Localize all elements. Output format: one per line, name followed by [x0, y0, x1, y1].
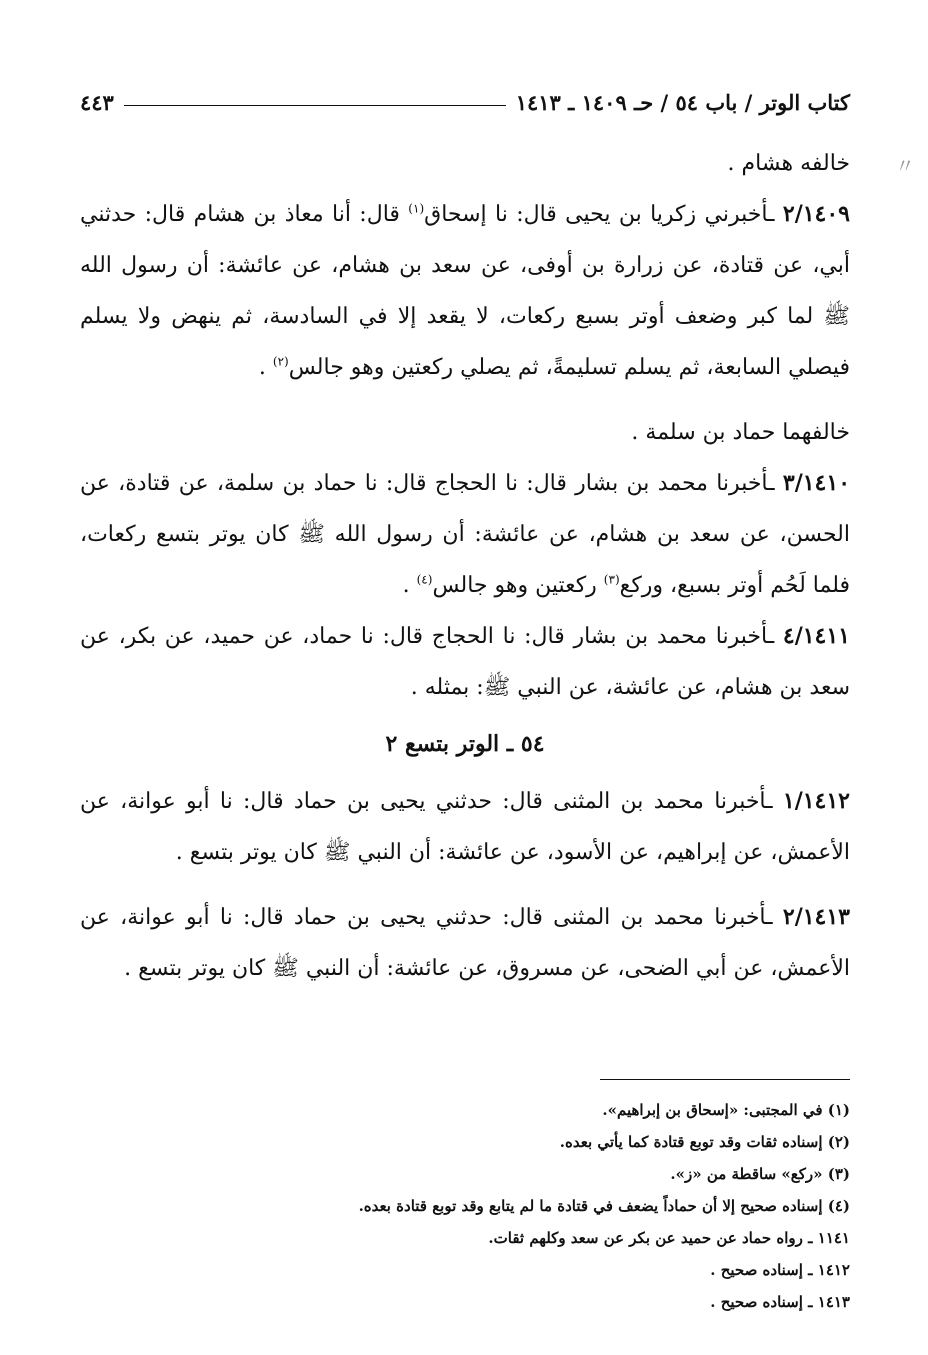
running-header — [80, 82, 850, 122]
footnote-ref-3: (٣) — [603, 572, 620, 587]
footnote: ١٤١٢ ـ إسناده صحيح . — [710, 1261, 850, 1279]
hadith-number: ٢/١٤٠٩ — [782, 201, 850, 227]
header-rule — [124, 105, 506, 106]
hadith-1409: ٢/١٤٠٩ ـأخبرني زكريا بن يحيى قال: نا إسحاق$^{(١)}$ قال: أنا معاذ بن هشام قال: حدثني أبي، عن قتادة، عن زرارة بن أوفى، عن سعد بن هشام، عن عائشة: أن رسول الله ﷺ لما كبر وضعف أوتر بسبع ركعات، لا يقعد إلا في السادسة، ثم ينهض ولا يسلم فيصلي السابعة، ثم يسلم تسليمةً، ثم يصلي ركعتين وهو جالس$^{(٢)}$ . — [80, 201, 850, 380]
footnote: ١٤١٣ ـ إسناده صحيح . — [710, 1293, 850, 1311]
footnote-ref-2: (٢) — [272, 354, 289, 369]
hadith-number: ٣/١٤١٠ — [782, 470, 851, 496]
footnote: ١١٤١ ـ رواه حماد عن حميد عن بكر عن سعد وكلهم ثقات. — [488, 1229, 850, 1247]
hadith-1410: ٣/١٤١٠ ـأخبرنا محمد بن بشار قال: نا الحجاج قال: نا حماد بن سلمة، عن قتادة، عن الحسن، عن سعد بن هشام، عن عائشة: أن رسول الله ﷺ كان يوتر بتسع ركعات، فلما لَحُم أوتر بسبع، وركع$^{(٣)}$ ركعتين وهو جالس$^{(٤)}$ . — [80, 470, 851, 598]
footnote: (٢) إسناده ثقات وقد توبع قتادة كما يأتي بعده. — [559, 1133, 850, 1151]
book-page — [80, 0, 850, 1355]
chapter-heading: ٥٤ ـ الوتر بتسع ٢ — [385, 731, 545, 757]
hadith-1412: ١/١٤١٢ ـأخبرنا محمد بن المثنى قال: حدثني يحيى بن حماد قال: نا أبو عوانة، عن الأعمش، عن إبراهيم، عن الأسود، عن عائشة: أن النبي ﷺ كان يوتر بتسع . — [80, 788, 850, 865]
margin-pencil-mark: 〃 — [895, 154, 915, 178]
hadith-1411: ٤/١٤١١ ـأخبرنا محمد بن بشار قال: نا الحجاج قال: نا حماد، عن حميد، عن بكر، عن سعد بن هشام، عن عائشة، عن النبي ﷺ: بمثله . — [80, 623, 850, 700]
footnote: (٣) «ركع» ساقطة من «ز». — [670, 1165, 850, 1183]
hadith-number: ٢/١٤١٣ — [782, 904, 850, 930]
hadith-1413: ٢/١٤١٣ ـأخبرنا محمد بن المثنى قال: حدثني يحيى بن حماد قال: نا أبو عوانة، عن الأعمش، عن أبي الضحى، عن مسروق، عن عائشة: أن النبي ﷺ كان يوتر بتسع . — [80, 904, 850, 981]
main-text — [80, 138, 850, 994]
footnotes — [80, 1094, 850, 1318]
footnote-ref-1: (١) — [408, 201, 425, 216]
page-number: ٤٤٣ — [80, 89, 114, 115]
header-title: كتاب الوتر / باب ٥٤ / حـ ١٤٠٩ ـ ١٤١٣ — [515, 89, 850, 115]
hadith-number: ١/١٤١٢ — [782, 788, 850, 814]
paragraph-1: خالفه هشام . — [727, 151, 850, 176]
footnote-rule — [600, 1079, 850, 1080]
footnote-ref-4: (٤) — [416, 572, 433, 587]
hadith-number: ٤/١٤١١ — [782, 623, 850, 649]
footnote: (١) في المجتبى: «إسحاق بن إبراهيم». — [602, 1101, 850, 1119]
footnote: (٤) إسناده صحيح إلا أن حماداً يضعف في قتادة ما لم يتابع وقد توبع قتادة بعده. — [358, 1197, 850, 1215]
paragraph-3: خالفهما حماد بن سلمة . — [631, 420, 850, 445]
